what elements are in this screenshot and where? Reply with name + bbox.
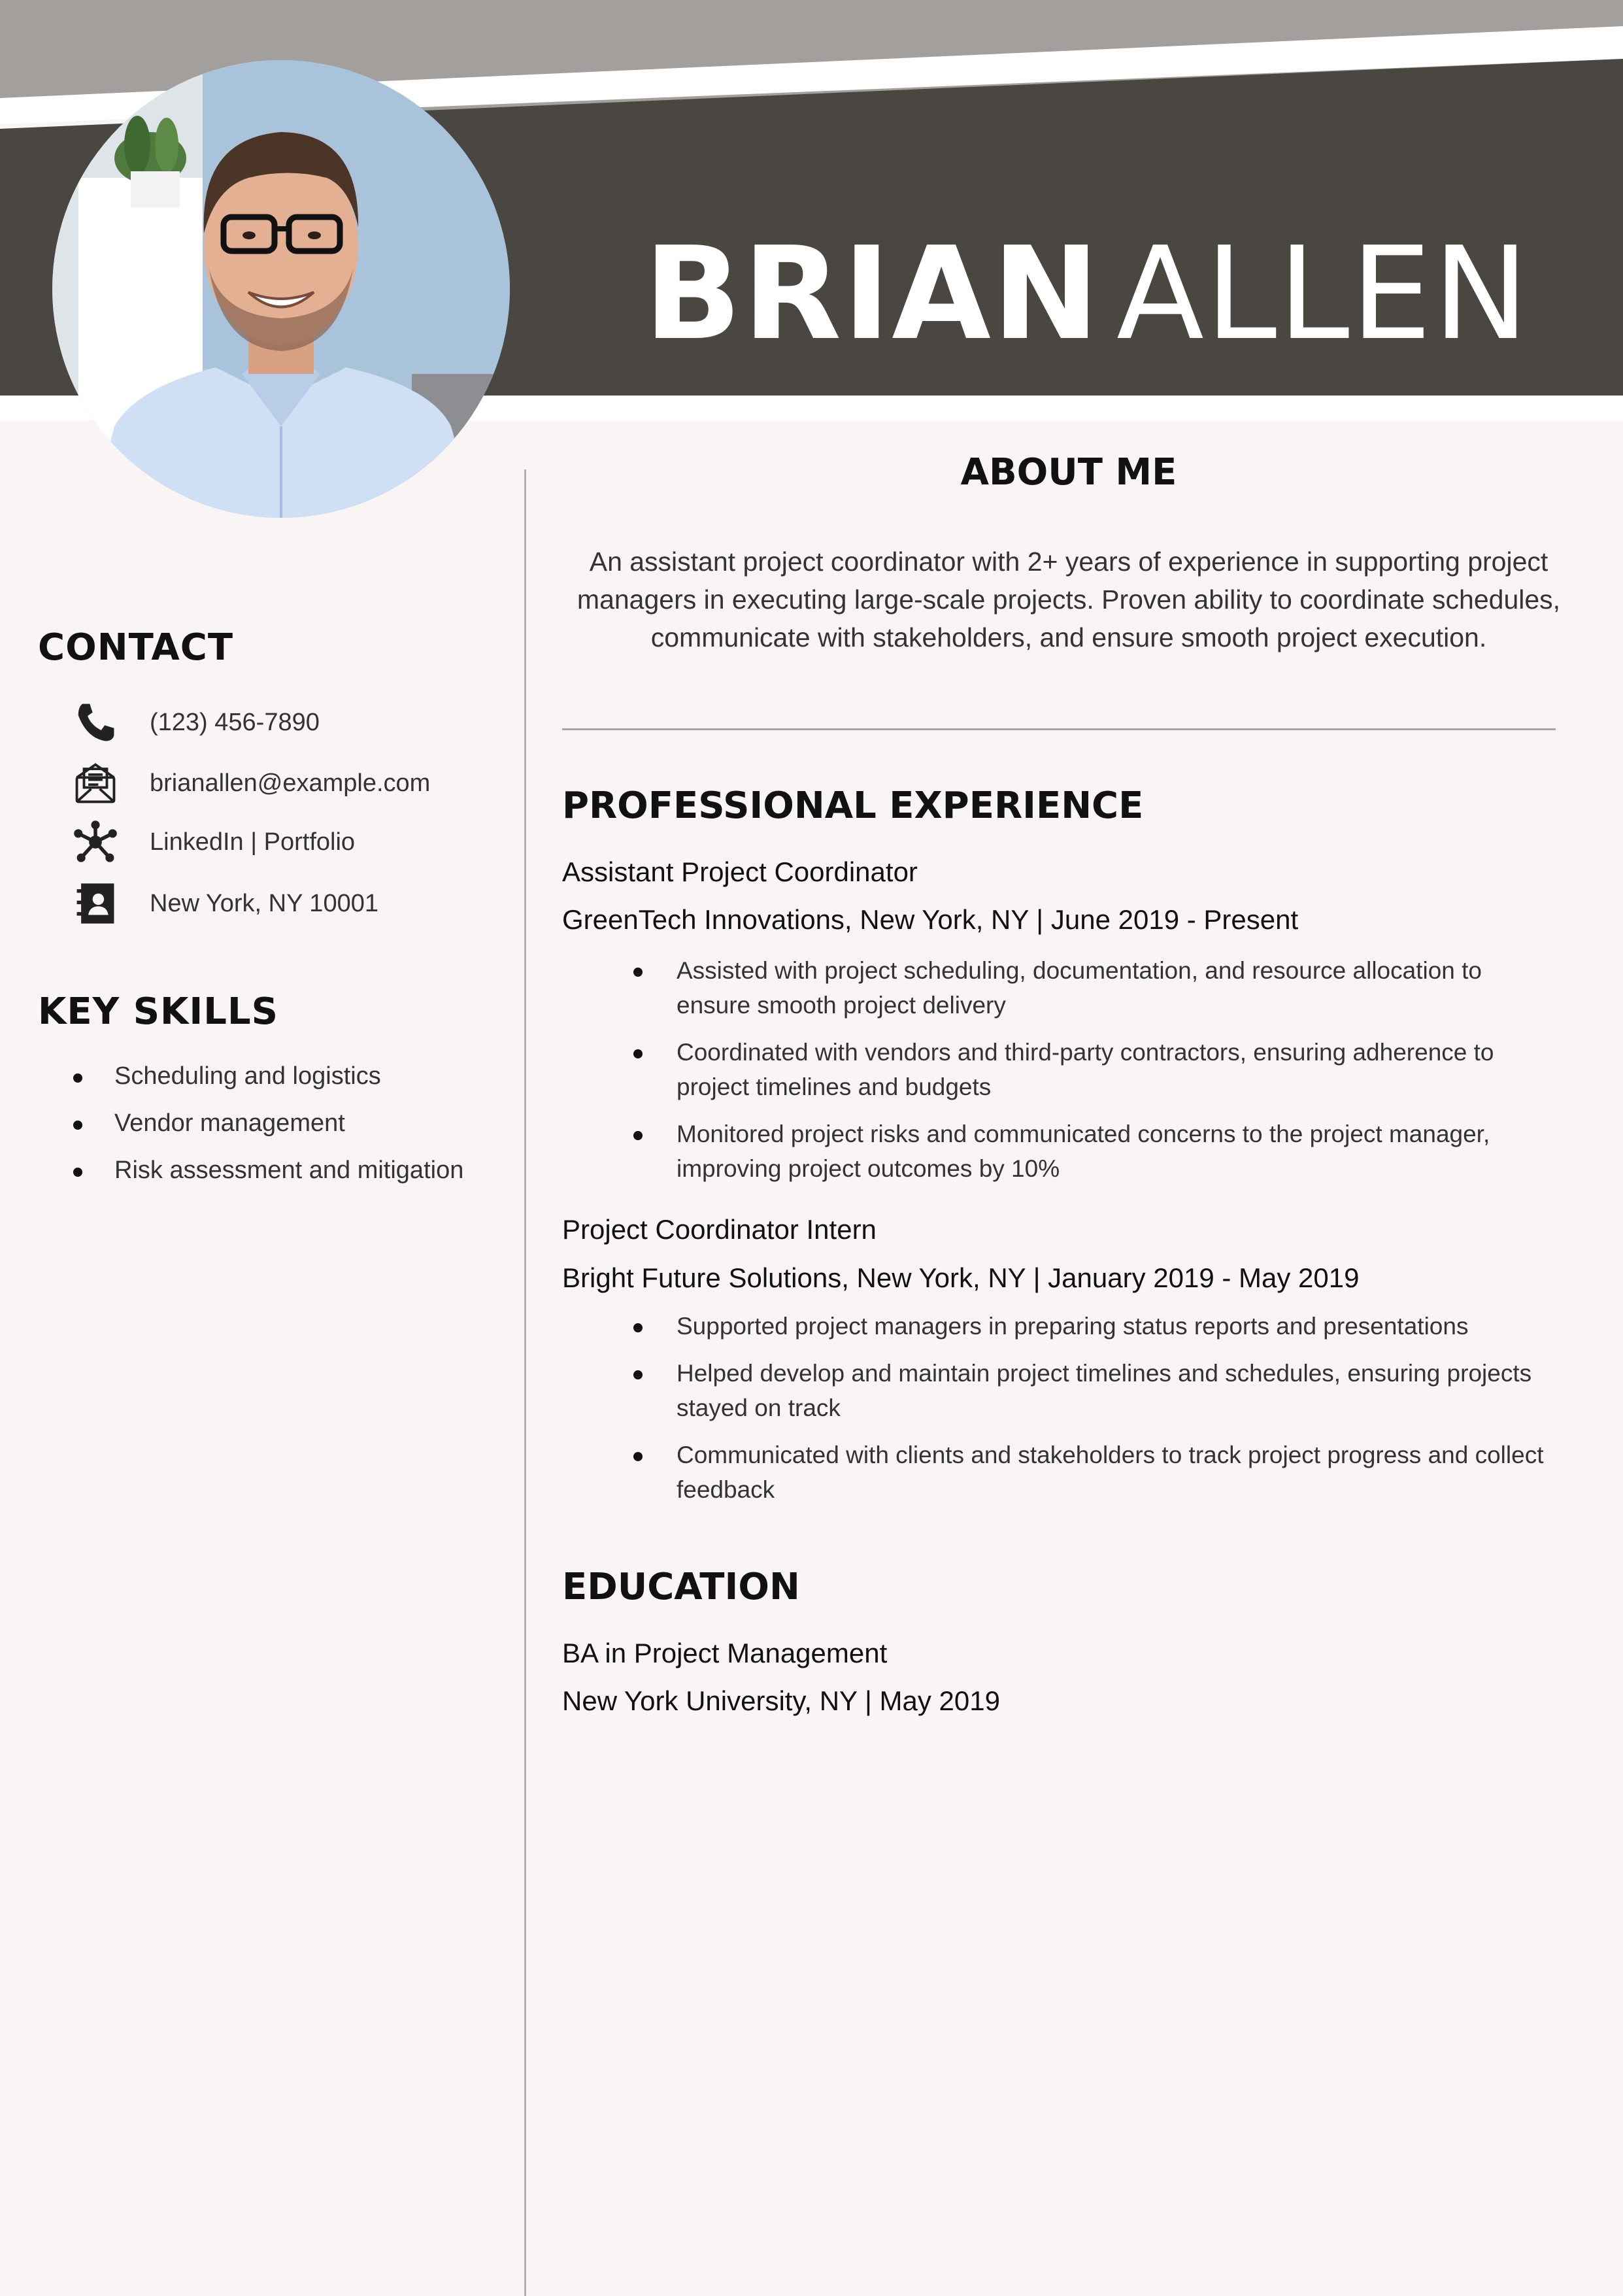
contact-heading: CONTACT xyxy=(38,626,234,669)
candidate-name xyxy=(644,216,1530,373)
about-text: An assistant project coordinator with 2+ years of experience in supporting project managers in executing large-scale projects. Proven ability to coordinate schedules, communicate with stakeholders, and ensure smooth project execution. xyxy=(577,547,1561,652)
skills-heading: KEY SKILLS xyxy=(38,990,278,1033)
profile-photo xyxy=(52,60,510,518)
address-book-icon xyxy=(71,879,120,928)
job-company: Bright Future Solutions, New York, NY | January 2019 - May 2019 xyxy=(562,1262,1360,1293)
job-bullet: Assisted with project scheduling, documentation, and resource allocation to ensure smooth project delivery xyxy=(627,953,1556,1022)
job-bullet: Monitored project risks and communicated concerns to the project manager, improving project outcomes by 10% xyxy=(627,1117,1556,1186)
last-name: ALLEN xyxy=(1116,220,1530,369)
contact-email-row xyxy=(71,757,515,809)
contact-address-row xyxy=(71,877,515,930)
envelope-icon xyxy=(71,758,120,808)
job-bullet: Supported project managers in preparing status reports and presentations xyxy=(627,1309,1556,1343)
contact-links-row xyxy=(71,816,515,868)
first-name: BRIAN xyxy=(644,220,1101,369)
contact-address: New York, NY 10001 xyxy=(150,889,378,917)
about-heading: ABOUT ME xyxy=(960,451,1177,494)
education-degree: BA in Project Management xyxy=(562,1638,888,1668)
job-company: GreenTech Innovations, New York, NY | June 2019 - Present xyxy=(562,904,1299,935)
column-divider xyxy=(524,469,526,2296)
phone-icon xyxy=(71,698,120,747)
job-bullets xyxy=(627,1309,1556,1519)
skill-item: Risk assessment and mitigation xyxy=(71,1147,522,1194)
job-bullet: Communicated with clients and stakeholders to track project progress and collect feedback xyxy=(627,1438,1556,1507)
job-title: Project Coordinator Intern xyxy=(562,1214,877,1245)
experience-heading: PROFESSIONAL EXPERIENCE xyxy=(562,785,1144,827)
skill-item: Vendor management xyxy=(71,1100,522,1147)
contact-email[interactable]: brianallen@example.com xyxy=(150,769,431,797)
contact-phone-row xyxy=(71,696,515,749)
education-school: New York University, NY | May 2019 xyxy=(562,1685,1000,1716)
job-bullets xyxy=(627,953,1556,1198)
about-divider xyxy=(562,728,1556,730)
contact-phone[interactable]: (123) 456-7890 xyxy=(150,708,320,736)
job-title: Assistant Project Coordinator xyxy=(562,856,918,887)
network-icon xyxy=(71,817,120,867)
skill-item: Scheduling and logistics xyxy=(71,1053,522,1100)
skills-list xyxy=(71,1053,522,1194)
job-bullet: Coordinated with vendors and third-party contractors, ensuring adherence to project timelines and budgets xyxy=(627,1035,1556,1104)
contact-links[interactable]: LinkedIn | Portfolio xyxy=(150,828,356,856)
education-heading: EDUCATION xyxy=(562,1566,800,1608)
job-bullet: Helped develop and maintain project timelines and schedules, ensuring projects stayed on track xyxy=(627,1356,1556,1425)
